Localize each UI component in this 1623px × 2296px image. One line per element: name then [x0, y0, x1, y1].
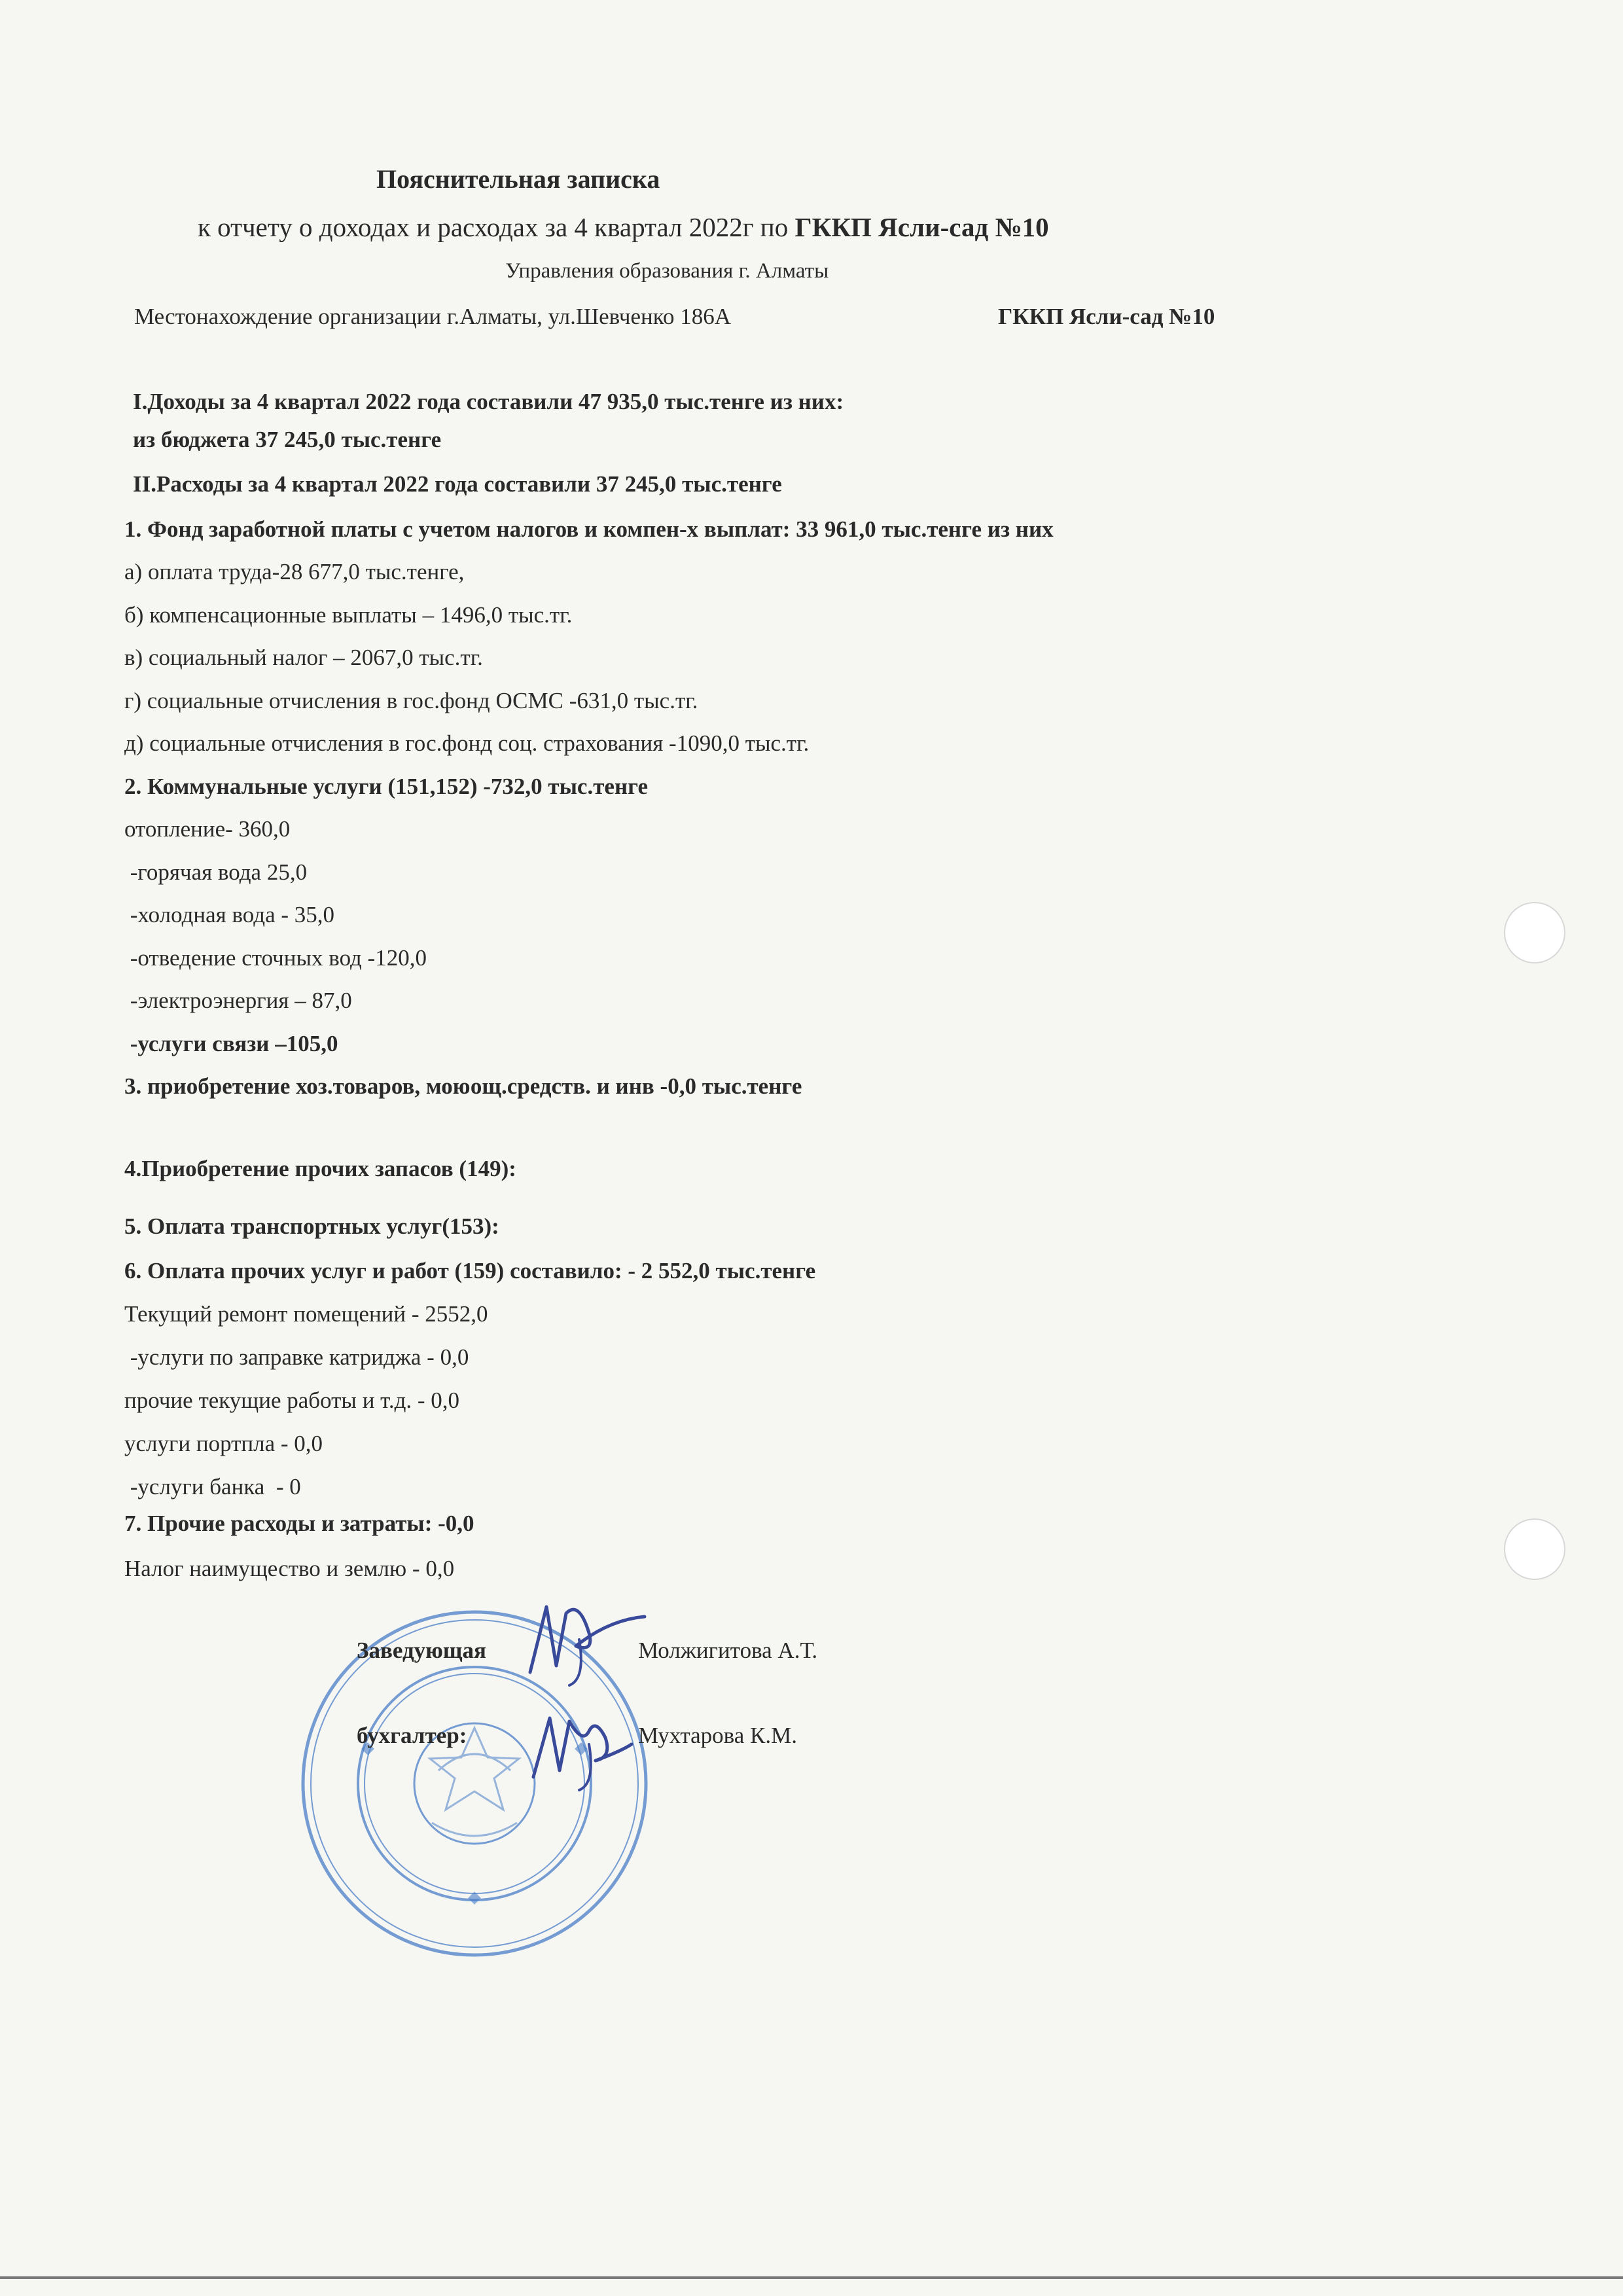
- other-stock-line: 4.Приобретение прочих запасов (149):: [124, 1156, 516, 1181]
- current-repair-line: Текущий ремонт помещений - 2552,0: [124, 1301, 488, 1327]
- utilities-electricity: -электроэнергия – 87,0: [124, 988, 352, 1013]
- payroll-item-a: а) оплата труда-28 677,0 тыс.тенге,: [124, 559, 465, 584]
- expenses-total-line: II.Расходы за 4 квартал 2022 года составили 37 245,0 тыс.тенге: [133, 471, 782, 497]
- document-subtitle: [198, 213, 1049, 242]
- department-line: Управления образования г. Алматы: [505, 259, 829, 283]
- document-title: Пояснительная записка: [376, 164, 660, 194]
- transport-services-line: 5. Оплата транспортных услуг(153):: [124, 1213, 499, 1239]
- utilities-sewage: -отведение сточных вод -120,0: [124, 945, 427, 971]
- other-expenses-line: 7. Прочие расходы и затраты: -0,0: [124, 1511, 474, 1536]
- punch-hole-bottom: [1504, 1518, 1565, 1580]
- payroll-item-e: д) социальные отчисления в гос.фонд соц. страхования -1090,0 тыс.тг.: [124, 730, 810, 756]
- other-current-works-line: прочие текущие работы и т.д. - 0,0: [124, 1388, 460, 1413]
- accountant-signature: [524, 1705, 635, 1797]
- payroll-item-c: в) социальный налог – 2067,0 тыс.тг.: [124, 645, 483, 670]
- subtitle-prefix: к отчету о доходах и расходах за 4 квартал 2022г по: [198, 212, 795, 242]
- punch-hole-top: [1504, 902, 1565, 963]
- head-signature: [517, 1594, 648, 1692]
- portpla-services-line: услуги портпла - 0,0: [124, 1431, 323, 1456]
- utilities-line: 2. Коммунальные услуги (151,152) -732,0 тыс.тенге: [124, 774, 649, 799]
- subtitle-org: ГККП Ясли-сад №10: [794, 212, 1049, 242]
- org-name: ГККП Ясли-сад №10: [998, 304, 1215, 329]
- bank-services-line: -услуги банка - 0: [124, 1474, 301, 1499]
- accountant-name: Мухтарова К.М.: [638, 1723, 797, 1748]
- accountant-title: бухгалтер:: [357, 1723, 467, 1748]
- utilities-heating: отопление- 360,0: [124, 816, 291, 842]
- head-name: Молжигитова А.Т.: [638, 1638, 818, 1663]
- payroll-item-d: г) социальные отчисления в гос.фонд ОСМС -631,0 тыс.тг.: [124, 688, 698, 713]
- income-budget-line: из бюджета 37 245,0 тыс.тенге: [133, 427, 442, 452]
- other-services-line: 6. Оплата прочих услуг и работ (159) составило: - 2 552,0 тыс.тенге: [124, 1258, 816, 1283]
- head-title: Заведующая: [357, 1638, 486, 1663]
- payroll-fund-line: 1. Фонд заработной платы с учетом налогов и компен-х выплат: 33 961,0 тыс.тенге из них: [124, 516, 1054, 542]
- utilities-communication: -услуги связи –105,0: [124, 1031, 338, 1056]
- household-goods-line: 3. приобретение хоз.товаров, моюощ.средств. и инв -0,0 тыс.тенге: [124, 1073, 802, 1099]
- payroll-item-b: б) компенсационные выплаты – 1496,0 тыс.тг.: [124, 602, 573, 628]
- location-line: Местонахождение организации г.Алматы, ул.Шевченко 186А: [134, 304, 731, 329]
- utilities-cold-water: -холодная вода - 35,0: [124, 902, 335, 927]
- cartridge-refill-line: -услуги по заправке катриджа - 0,0: [124, 1344, 469, 1370]
- property-tax-line: Налог наимущество и землю - 0,0: [124, 1556, 455, 1581]
- utilities-hot-water: -горячая вода 25,0: [124, 859, 308, 885]
- income-total-line: I.Доходы за 4 квартал 2022 года составили 47 935,0 тыс.тенге из них:: [133, 389, 844, 414]
- scan-bottom-edge: [0, 2276, 1623, 2279]
